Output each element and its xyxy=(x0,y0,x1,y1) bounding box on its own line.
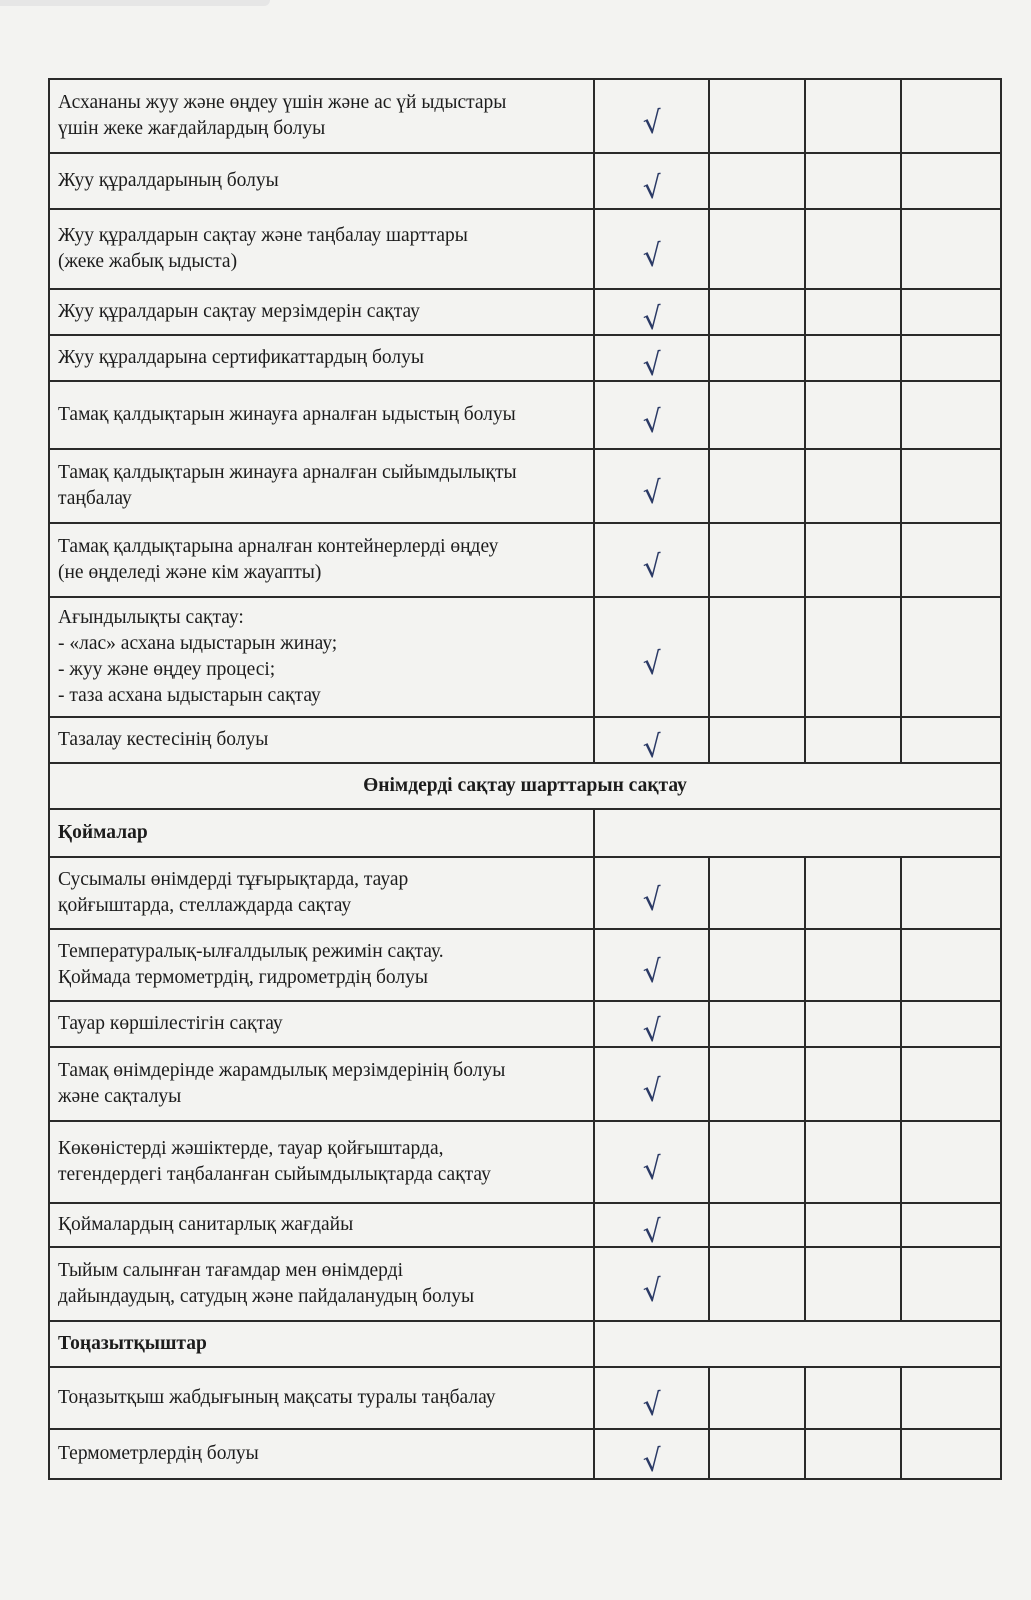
checklist-row xyxy=(49,79,1001,153)
checklist-row xyxy=(49,857,1001,929)
compliance-blank-cell xyxy=(901,523,1001,597)
requirement-line: Тауар көршілестігін сақтау xyxy=(58,1013,283,1034)
checklist-row xyxy=(49,929,1001,1001)
compliance-yes-cell xyxy=(594,381,709,449)
requirement-line: Тамақ қалдықтарына арналған контейнерлерді өңдеу xyxy=(58,536,499,557)
compliance-blank-cell xyxy=(709,79,805,153)
requirement-line: Қоймада термометрдің, гидрометрдің болуы xyxy=(58,967,429,988)
compliance-blank-cell xyxy=(805,1429,901,1479)
checkmark-icon: √ xyxy=(641,1073,664,1110)
compliance-yes-cell xyxy=(594,1001,709,1050)
compliance-blank-cell xyxy=(805,1367,901,1429)
compliance-blank-cell xyxy=(709,381,805,449)
checklist-row xyxy=(49,153,1001,209)
requirement-line: Тазалау кестесінің болуы xyxy=(58,729,269,750)
subsection-row xyxy=(49,809,1001,857)
compliance-yes-cell xyxy=(594,1047,709,1121)
compliance-blank-cell xyxy=(805,1047,901,1121)
compliance-blank-cell xyxy=(805,335,901,381)
compliance-blank-cell xyxy=(901,289,1001,335)
compliance-yes-cell xyxy=(594,1203,709,1251)
requirement-line: қойғыштарда, стеллаждарда сақтау xyxy=(58,895,352,916)
checklist-table xyxy=(48,78,1002,1480)
compliance-blank-cell xyxy=(901,717,1001,763)
compliance-blank-cell xyxy=(901,449,1001,523)
requirement-line: Жуу құралдарын сақтау мерзімдерін сақтау xyxy=(58,301,420,322)
compliance-blank-cell xyxy=(709,1047,805,1121)
requirement-line: Жуу құралдарын сақтау және таңбалау шарттары xyxy=(58,225,468,246)
checklist-row xyxy=(49,1121,1001,1203)
requirement-line: (жеке жабық ыдыста) xyxy=(58,251,238,272)
subsection-blank xyxy=(594,809,1001,857)
compliance-yes-cell xyxy=(594,289,709,338)
requirement-line: және сақталуы xyxy=(58,1086,182,1107)
requirement-line: Көкөністерді жәшіктерде, тауар қойғыштарда, xyxy=(58,1138,444,1159)
checkmark-icon: √ xyxy=(641,105,664,142)
compliance-blank-cell xyxy=(901,79,1001,153)
compliance-yes-cell xyxy=(594,929,709,1001)
compliance-blank-cell xyxy=(805,1121,901,1203)
checkmark-icon: √ xyxy=(641,1273,664,1310)
checklist-row xyxy=(49,289,1001,335)
checklist-row xyxy=(49,449,1001,523)
checkmark-icon: √ xyxy=(641,475,664,512)
compliance-blank-cell xyxy=(709,209,805,289)
page-edge-shadow xyxy=(0,0,270,6)
checklist-body-fridge xyxy=(49,1367,1001,1479)
compliance-blank-cell xyxy=(709,857,805,929)
compliance-blank-cell xyxy=(805,153,901,209)
compliance-blank-cell xyxy=(805,929,901,1001)
compliance-blank-cell xyxy=(901,1367,1001,1429)
compliance-blank-cell xyxy=(805,1001,901,1047)
checkmark-icon: √ xyxy=(641,549,664,586)
compliance-yes-cell xyxy=(594,1367,709,1429)
requirement-text xyxy=(49,289,594,335)
compliance-blank-cell xyxy=(709,1001,805,1047)
compliance-blank-cell xyxy=(805,289,901,335)
requirement-line: Термометрлердің болуы xyxy=(58,1443,259,1464)
requirement-line: Тамақ қалдықтарын жинауға арналған ыдыстың болуы xyxy=(58,404,516,425)
subsection-blank xyxy=(594,1321,1001,1367)
requirement-text xyxy=(49,929,594,1001)
checklist-section-fridge xyxy=(49,1321,1001,1367)
checkmark-icon: √ xyxy=(641,729,664,766)
requirement-line: Жуу құралдарына сертификаттардың болуы xyxy=(58,347,424,368)
requirement-text xyxy=(49,1429,594,1479)
compliance-yes-cell xyxy=(594,153,709,209)
checkmark-icon: √ xyxy=(641,170,664,207)
compliance-yes-cell xyxy=(594,209,709,289)
compliance-yes-cell xyxy=(594,717,709,766)
compliance-blank-cell xyxy=(901,1429,1001,1479)
checkmark-icon: √ xyxy=(641,1387,664,1424)
compliance-blank-cell xyxy=(901,335,1001,381)
compliance-blank-cell xyxy=(805,209,901,289)
compliance-blank-cell xyxy=(901,1247,1001,1321)
compliance-blank-cell xyxy=(805,523,901,597)
compliance-blank-cell xyxy=(709,717,805,763)
requirement-line: Температуралық-ылғалдылық режимін сақтау. xyxy=(58,941,444,962)
checklist-row xyxy=(49,1001,1001,1047)
requirement-line: - жуу және өңдеу процесі; xyxy=(58,659,276,680)
requirement-text xyxy=(49,1247,594,1321)
compliance-blank-cell xyxy=(805,381,901,449)
compliance-blank-cell xyxy=(709,289,805,335)
checkmark-icon: √ xyxy=(641,301,664,338)
compliance-blank-cell xyxy=(709,1367,805,1429)
compliance-blank-cell xyxy=(709,449,805,523)
requirement-text xyxy=(49,335,594,381)
checkmark-icon: √ xyxy=(641,1013,664,1050)
compliance-blank-cell xyxy=(805,449,901,523)
checkmark-icon: √ xyxy=(641,347,664,384)
compliance-yes-cell xyxy=(594,335,709,384)
compliance-blank-cell xyxy=(901,597,1001,717)
requirement-text xyxy=(49,449,594,523)
checklist-row xyxy=(49,381,1001,449)
checklist-row xyxy=(49,1367,1001,1429)
compliance-blank-cell xyxy=(709,335,805,381)
requirement-line: тегендердегі таңбаланған сыйымдылықтарда сақтау xyxy=(58,1164,491,1185)
compliance-yes-cell xyxy=(594,597,709,717)
compliance-blank-cell xyxy=(901,1203,1001,1247)
requirement-line: үшін жеке жағдайлардың болуы xyxy=(58,118,326,139)
checklist-section-storage xyxy=(49,763,1001,857)
requirement-line: - таза асхана ыдыстарын сақтау xyxy=(58,685,321,706)
checklist-body-storage xyxy=(49,857,1001,1321)
requirement-text xyxy=(49,79,594,153)
requirement-text xyxy=(49,1203,594,1247)
subsection-title-storage: Қоймалар xyxy=(49,809,594,857)
requirement-line: Қоймалардың санитарлық жағдайы xyxy=(58,1214,354,1235)
checklist-row xyxy=(49,717,1001,763)
compliance-blank-cell xyxy=(709,153,805,209)
checkmark-icon: √ xyxy=(641,1443,664,1480)
checkmark-icon: √ xyxy=(641,238,664,275)
checklist-body-hygiene xyxy=(49,79,1001,766)
checklist-row xyxy=(49,523,1001,597)
compliance-blank-cell xyxy=(709,523,805,597)
compliance-yes-cell xyxy=(594,79,709,153)
checklist-row xyxy=(49,597,1001,717)
requirement-line: (не өңделеді және кім жауапты) xyxy=(58,562,322,583)
requirement-line: Асхананы жуу және өңдеу үшін және ас үй ыдыстары xyxy=(58,92,507,113)
compliance-yes-cell xyxy=(594,857,709,929)
requirement-line: Тамақ өнімдерінде жарамдылық мерзімдерінің болуы xyxy=(58,1060,506,1081)
requirement-text xyxy=(49,523,594,597)
checklist-row xyxy=(49,1247,1001,1321)
requirement-line: Тамақ қалдықтарын жинауға арналған сыйымдылықты xyxy=(58,462,517,483)
checklist-sheet xyxy=(48,78,1000,1480)
compliance-blank-cell xyxy=(901,1047,1001,1121)
compliance-blank-cell xyxy=(709,1247,805,1321)
subsection-title-fridge: Тоңазытқыштар xyxy=(49,1321,594,1367)
compliance-yes-cell xyxy=(594,1247,709,1321)
requirement-line: таңбалау xyxy=(58,488,132,509)
compliance-blank-cell xyxy=(901,209,1001,289)
requirement-text xyxy=(49,1367,594,1429)
requirement-text xyxy=(49,1047,594,1121)
compliance-blank-cell xyxy=(901,929,1001,1001)
requirement-line: Тоңазытқыш жабдығының мақсаты туралы таңбалау xyxy=(58,1387,496,1408)
compliance-yes-cell xyxy=(594,523,709,597)
compliance-blank-cell xyxy=(709,597,805,717)
compliance-blank-cell xyxy=(901,1001,1001,1047)
compliance-blank-cell xyxy=(805,79,901,153)
section-row xyxy=(49,763,1001,809)
subsection-row xyxy=(49,1321,1001,1367)
compliance-yes-cell xyxy=(594,449,709,523)
compliance-blank-cell xyxy=(901,381,1001,449)
requirement-text xyxy=(49,1001,594,1047)
compliance-blank-cell xyxy=(901,857,1001,929)
checklist-row xyxy=(49,209,1001,289)
compliance-yes-cell xyxy=(594,1429,709,1479)
requirement-text xyxy=(49,381,594,449)
requirement-line: - «лас» асхана ыдыстарын жинау; xyxy=(58,633,338,654)
requirement-text xyxy=(49,1121,594,1203)
checklist-row xyxy=(49,1047,1001,1121)
checkmark-icon: √ xyxy=(641,882,664,919)
compliance-blank-cell xyxy=(709,1121,805,1203)
requirement-text xyxy=(49,153,594,209)
compliance-yes-cell xyxy=(594,1121,709,1203)
requirement-text xyxy=(49,857,594,929)
requirement-text xyxy=(49,717,594,763)
compliance-blank-cell xyxy=(709,1203,805,1247)
compliance-blank-cell xyxy=(805,597,901,717)
checklist-row xyxy=(49,1203,1001,1247)
requirement-line: Ағындылықты сақтау: xyxy=(58,607,244,628)
requirement-text xyxy=(49,597,594,717)
compliance-blank-cell xyxy=(805,717,901,763)
compliance-blank-cell xyxy=(805,857,901,929)
compliance-blank-cell xyxy=(805,1247,901,1321)
checklist-row xyxy=(49,335,1001,381)
compliance-blank-cell xyxy=(901,153,1001,209)
section-title: Өнімдерді сақтау шарттарын сақтау xyxy=(49,763,1001,809)
checkmark-icon: √ xyxy=(641,954,664,991)
requirement-line: Тыйым салынған тағамдар мен өнімдерді xyxy=(58,1260,404,1281)
requirement-line: Жуу құралдарының болуы xyxy=(58,170,279,191)
compliance-blank-cell xyxy=(901,1121,1001,1203)
checkmark-icon: √ xyxy=(641,1151,664,1188)
requirement-line: Сусымалы өнімдерді тұғырықтарда, тауар xyxy=(58,869,409,890)
compliance-blank-cell xyxy=(709,1429,805,1479)
checklist-row xyxy=(49,1429,1001,1479)
checkmark-icon: √ xyxy=(641,646,664,683)
compliance-blank-cell xyxy=(805,1203,901,1247)
compliance-blank-cell xyxy=(709,929,805,1001)
requirement-text xyxy=(49,209,594,289)
checkmark-icon: √ xyxy=(641,1214,664,1251)
checkmark-icon: √ xyxy=(641,404,664,441)
requirement-line: дайындаудың, сатудың және пайдаланудың болуы xyxy=(58,1286,475,1307)
